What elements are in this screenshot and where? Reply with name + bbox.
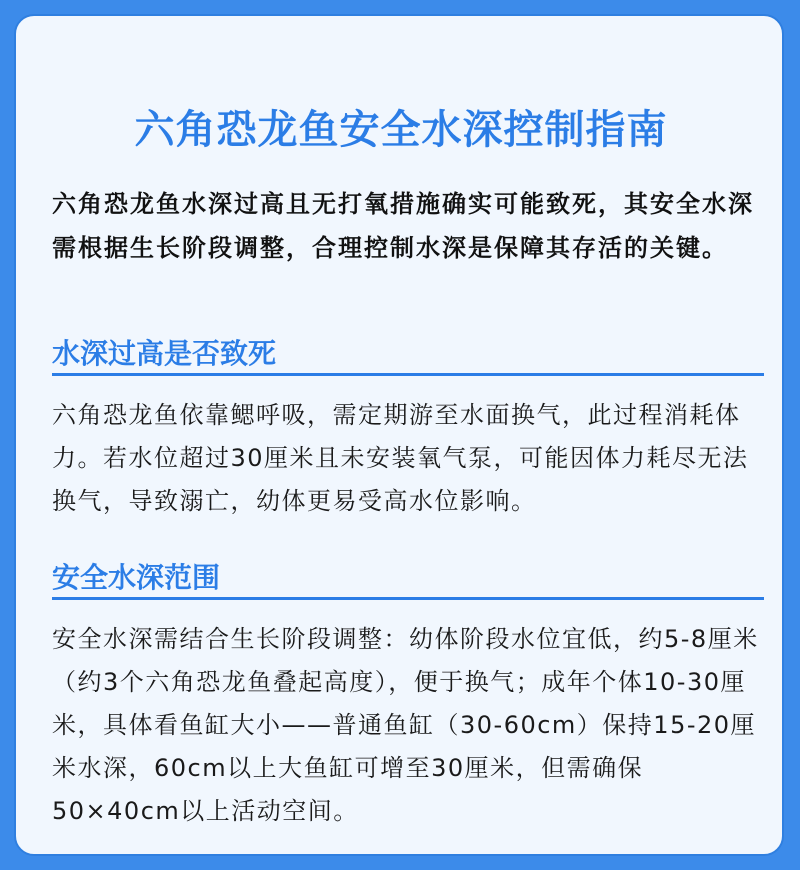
section-heading-safe-depth: 安全水深范围 [52,561,221,594]
section-divider [52,373,764,376]
section-divider [52,597,764,600]
page-title: 六角恐龙鱼安全水深控制指南 [134,107,668,153]
guide-card [14,14,784,856]
section-body-safe-depth: 安全水深需结合生长阶段调整：幼体阶段水位宜低，约5-8厘米（约3个六角恐龙鱼叠起高度），便于换气；成年个体10-30厘米，具体看鱼缸大小——普通鱼缸（30-60cm）保持15-20厘米水深，60cm以上大鱼缸可增至30厘米，但需确保50×40cm以上活动空间。 [52,625,759,825]
section-body-lethality: 六角恐龙鱼依靠鳃呼吸，需定期游至水面换气，此过程消耗体力。若水位超过30厘米且未安装氧气泵，可能因体力耗尽无法换气，导致溺亡，幼体更易受高水位影响。 [52,401,749,515]
intro-paragraph: 六角恐龙鱼水深过高且无打氧措施确实可能致死，其安全水深需根据生长阶段调整，合理控制水深是保障其存活的关键。 [52,190,754,262]
section-heading-lethality: 水深过高是否致死 [52,337,277,370]
